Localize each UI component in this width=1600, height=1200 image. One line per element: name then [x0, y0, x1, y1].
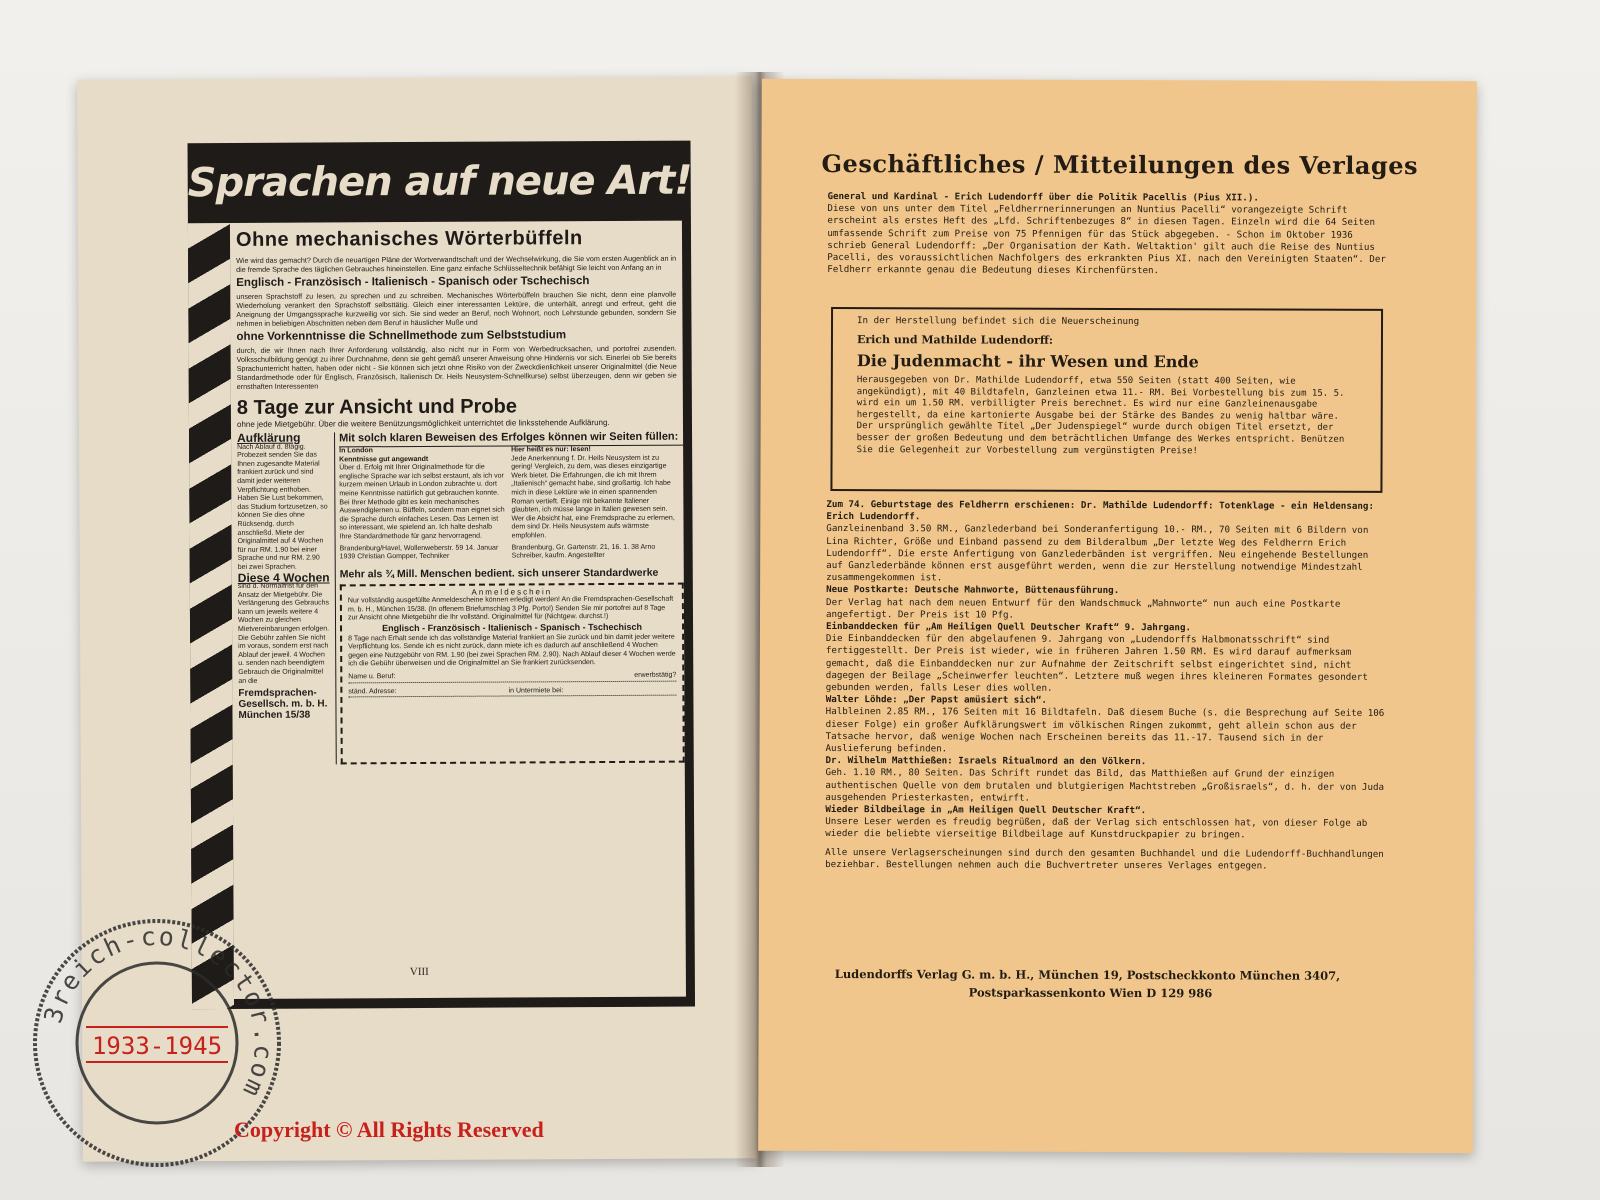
testimonial-1-text: Über d. Erfolg mit Ihrer Originalmethode für die englische Sprache war ich selbst erstaunt, als ich vor kurzem meinen Urlaub in London zubrachte u. dort meine Kenntnisse natürlich gut gebrauchen konnte. Bei Ihrer Methode gibt es kein mechanisches Auswendiglernen u. Büffeln, sondern man eignet sich die Sprache durch einfaches Lesen. Das Lernen ist so interessant, wie spielend an. Ich halte deshalb Ihre Standardmethode für ganz hervorragend. — [339, 463, 505, 541]
diagonal-stripe-border — [188, 223, 234, 1009]
testimonials — [339, 446, 684, 563]
notice-matthiessen-heading: Dr. Wilhelm Matthießen: Israels Ritualmord an den Völkern. — [825, 755, 1147, 768]
testimonial-2 — [511, 446, 684, 562]
notice-totenklage-heading: Zum 74. Geburtstage des Feldherrn erschienen: Dr. Mathilde Ludendorff: Totenklage - ein Heldensang: Erich Ludendorff. — [826, 498, 1375, 523]
registration-coupon — [340, 582, 685, 764]
notice-matthiessen-body: Geh. 1.10 RM., 80 Seiten. Das Schrift rundet das Bild, das Matthießen auf Grund der einzigen authentischen Quelle von dem brutalen und blutgierigen Machtstreben „Großisraels“, d. h. der von Juda ausgehenden Priesterkasten, entwirft. — [825, 767, 1385, 804]
notice-pacelli-body: Diese von uns unter dem Titel „Feldherrnerinnerungen an Nuntius Pacelli“ vorangezeigte Schrift erscheint als erstes Heft des „Lfd. Schriftenbezuges 8“ in diesen Tagen. Einzeln wird die 64 Seiten umfassende Schrift zum Preise von 75 Pfennigen für das Stück abgegeben. - Schon im Oktober 1936 schrieb General Ludendorff: „Der Organisation der Kath. Weltaktion' gilt auch die Reise des Nuntius Pacelli, des voraussichtlichen Nachfolgers des erkrankten Pius XI. nach den Vereinigten Staaten“. Der Feldherr erkannte genau die Bedeutung dieses Kirchenfürsten. — [827, 203, 1386, 277]
notice-availability: Alle unsere Verlagserscheinungen sind durch den gesamten Buchhandel und die Ludendorff-Buchhandlungen beziehbar. Bestellungen nehmen auch die Buchvertreter unseres Verlages entgegen. — [825, 846, 1384, 872]
coupon-field-sublet-label: in Untermiete bei: — [508, 687, 564, 695]
advert-intro: Wie wird das gemacht? Durch die neuartigen Pläne der Wortverwandtschaft und der Wechselwirkung, die Sie vom ersten Augenblick an in die fremde Sprache des täglichen Gebrauches hineinstellen. Eine ganz einfache Schlüsseltechnik befähigt Sie leicht von Anfang an in — [236, 253, 677, 274]
coupon-field-employed-label: erwerbstätig? — [634, 672, 677, 680]
advert-body-2: durch, die wir Ihnen nach Ihrer Anforderung vollständig, also nicht nur in Form von Werbedrucksachen, und portofrei zusenden. Volksschulbildung genügt zu ihrer Durchnahme, denn sie geht gemäß unserer Anweisung ohne Hindernis vor sich. Einerlei ob Sie bereits Sprachunterricht hatten, haben oder nicht - Sie können sich jetzt ohne Risiko von der Zweckdienlichkeit unserer Originalmittel (die Neue Standardmethode oder für Englisch, Französisch, Italienisch Dr. Heils Neusystem-Schnellkurse) selbst überzeugen, denn wir geben sie ernsthaften Interessenten — [236, 343, 677, 391]
notice-pacelli — [827, 191, 1387, 278]
testimonials-heading: Mit solch klaren Beweisen des Erfolges können wir Seiten füllen: — [339, 431, 683, 448]
coupon-field-address-label: ständ. Adresse: — [348, 687, 397, 696]
coupon-field-name — [348, 672, 676, 683]
publisher-name: Fremdsprachen-Gesellsch. m. b. H. München 15/38 — [238, 687, 328, 722]
notice-papst-heading: Walter Löhde: „Der Papst amüsiert sich“. — [825, 694, 1047, 707]
testimonials-column — [334, 431, 685, 765]
notice-postcard-heading: Neue Postkarte: Deutsche Mahnworte, Büttenausführung. — [826, 584, 1120, 597]
publisher-footer-line-1: Ludendorffs Verlag G. m. b. H., München 19, Postscheckkonto München 3407, — [834, 967, 1341, 983]
notice-bildbeilage-body: Unsere Leser werden es freudig begrüßen, daß der Verlag sich entschlossen hat, von dieser Folge ab wieder die beliebte vierseitige Bildbeilage auf Kunstdruckpapier zu bringen. — [825, 816, 1368, 841]
page-number: VIII — [409, 965, 429, 979]
aufklaerung-body: Nach Ablauf d. 8tägig. Probezeit senden Sie das Ihnen zugesandte Material frankiert zurück und sind damit jeder weiteren Verpflichtung enthoben. Haben Sie Lust bekommen, das Studium fortzusetzen, so können Sie dies ohne Rücksendg. durch anschließd. Miete der Originalmittel auf 4 Wochen für nur RM. 1.90 bei einer Sprache und nur RM. 2.90 bei zwei Sprachen. — [237, 443, 328, 571]
coupon-title: Anmeldeschein — [471, 587, 553, 597]
testimonial-1-signature: Brandenburg/Havel, Wollenweberstr. 59 14. Januar 1939 Christian Gompper, Techniker — [339, 544, 499, 561]
language-course-advert — [188, 141, 696, 1010]
testimonial-2-label: Hier heißt es nur: lesen! — [511, 446, 591, 454]
aufklaerung-title: Aufklärung — [237, 430, 301, 445]
testimonial-2-text: Jede Anerkennung f. Dr. Heils Neusystem ist zu gering! Vergleich, zu dem, was dieses einzigartige Werk bietet. Die Erfahrungen, die ich mit Ihrem „Italienisch“ gemacht habe, sind großartig. Ich habe mich in diese Lektüre wie in einen spannenden Roman vertieft. Einige mit bekannte Italiener glaubten, ich müsse lange in Italien gewesen sein. Wer die Absicht hat, eine Fremdsprache zu erlernen, dem sind Dr. Heils Neusystem aufs wärmste empfohlen. — [511, 454, 675, 540]
stamp-ring-text: 3reich-collector.com — [38, 921, 279, 1103]
new-release-body: Herausgegeben von Dr. Mathilde Ludendorff, etwa 550 Seiten (statt 400 Seiten, wie angekündigt), mit 40 Bildtafeln, Ganzleinen etwa 11.- RM. Bei Vorbestellung bis zum 15. 5. wird ein um 1.50 RM. verbilligter Preis berechnet. Es wird nur eine Ganzleinenausgabe hergestellt, da eine kartonierte Ausgabe bei der Stärke des Bandes zu wenig haltbar wäre. Der ursprünglich gewählte Titel „Der Judenspiegel“ wurde durch obigen Titel ersetzt, der besser der großen Bedeutung und dem beträchtlichen Umfange des Werkes entspricht. Benützen Sie die Gelegenheit zur Vorbestellung zum vergünstigten Preise! — [856, 375, 1345, 456]
new-release-authors: Erich und Mathilde Ludendorff: — [856, 333, 1053, 347]
advert-sub-3: ohne jede Mietgebühr. Über die weitere Benützungsmöglichkeit unterrichtet die linksstehende Aufklärung. — [236, 417, 610, 429]
notice-bildbeilage-heading: Wieder Bildbeilage in „Am Heiligen Quell Deutscher Kraft“. — [825, 804, 1147, 817]
publisher-footer-line-2: Postsparkassenkonto Wien D 129 986 — [968, 985, 1213, 1001]
stamp-years: 1933-1945 — [91, 1032, 223, 1060]
testimonial-2-signature: Brandenburg, Gr. Gartenstr. 21, 16. 1. 38 Arno Schreiber, kaufm. Angestellter — [511, 543, 656, 560]
testimonial-1-label: Kenntnisse gut angewandt — [339, 455, 429, 464]
notice-pacelli-heading: General und Kardinal - Erich Ludendorff über die Politik Pacellis (Pius XII.). — [827, 190, 1259, 204]
advert-columns — [231, 427, 685, 765]
notice-postcard-body: Der Verlag hat nach dem neuen Entwurf für den Wandschmuck „Mahnworte“ nun auch eine Postkarte angefertigt. Der Preis ist 10 Pfg. — [825, 596, 1341, 621]
right-page-title: Geschäftliches / Mitteilungen des Verlages — [821, 148, 1419, 181]
notice-covers-body: Die Einbanddecken für den abgelaufenen 9. Jahrgang von „Ludendorffs Halbmonatsschrift“ sind fertiggestellt. Der Preis ist wieder, wie in früheren Jahren 1.50 RM. Es wird darauf aufmerksam gemacht, daß die Einbanddecken nur zur Aufnahme der Zeitschrift selbst eingerichtet sind, nicht dagegen der Beilage „Scheinwerfer leuchten“. Letztere muß wegen ihres kleineren Formates gesondert gebunden werden, falls Leser dies wollen. — [825, 633, 1368, 694]
wochen-body: sind d. Normalfrist für den Ansatz der Mietgebühr. Die Verlängerung des Gebrauchs kann um jeweils weitere 4 Wochen zu gleichen Mietvereinbarungen erfolgen. Die Gebühr zahlen Sie nicht im voraus, sondern erst nach Ablauf der jeweil. 4 Wochen u. senden nach beendigtem Gebrauch die Originalmittel an die — [237, 582, 330, 685]
wochen-title: Diese 4 Wochen — [237, 569, 330, 585]
advert-headline: Sprachen auf neue Art! — [187, 157, 692, 207]
coupon-field-address — [348, 686, 676, 697]
coupon-text: 8 Tage nach Erhalt sende ich das vollständige Material frankiert an Sie zurück und bin damit jeder weitere Verpflichtung los. Sende ich es nicht zurück, dann miete ich es dadurch auf anschließend 4 Wochen gegen eine Nutzgebühr von RM. 1.90 (bei zwei Sprachen RM. 2.90). Nach Ablauf dieser 4 Wochen werde ich die Gebühr überweisen und die Originalmittel an Sie frankiert zurücksenden. — [348, 633, 676, 668]
coupon-field-name-label: Name u. Beruf: — [348, 673, 396, 681]
testimonial-1-place: In London — [339, 447, 373, 455]
advert-languages: Englisch - Französisch - Italienisch - Spanisch oder Tschechisch — [236, 275, 590, 289]
advert-side-column — [237, 432, 336, 764]
advert-heading-2: ohne Vorkenntnisse die Schnellmethode zum Selbststudium — [236, 329, 567, 343]
users-count-banner: Mehr als ¾ Mill. Menschen bedient. sich unserer Standardwerke — [339, 566, 659, 581]
notice-totenklage-body: Ganzleinenband 3.50 RM., Ganzlederband bei Sonderanfertigung 10.- RM., 70 Seiten mit 6 Bildern von Lina Richter, Größe und Einband passend zu dem Bilderalbum „Der letzte Weg des Feldherrn Erich Ludendorff“. Die erste Anfertigung von Ganzlederbänden ist vergriffen. Neu eingehende Bestellungen auf Ganzlederbände können erst ausgeführt werden, wenn die zur Herstellung notwendige Mindestzahl zusammengekommen ist. — [826, 523, 1369, 584]
coupon-languages: Englisch - Französisch - Italienisch - Spanisch - Tschechisch — [382, 622, 643, 634]
advert-heading-3: 8 Tage zur Ansicht und Probe — [236, 395, 517, 419]
advert-body-1: unseren Sprachstoff zu lesen, zu sprechen und zu schreiben. Mechanisches Wörterbüffeln brauchen Sie nicht, denn eine planvolle Wiederholung verankert den Sprachstoff selbsttätig. Gleich einer interessanten Lektüre, die unterhält, anregt und erfreut, geht die Aneignung der Umgangssprache kurzweilig vor sich. Sie sind weder an Beruf, noch Wohnort, noch Lehrstunde gebunden, sondern Sie nehmen in beliebigen Abschnitten neben dem Beruf in häuslicher Muße und — [236, 289, 677, 328]
new-release-box — [830, 307, 1383, 493]
notice-list — [825, 499, 1386, 873]
right-page — [758, 79, 1477, 1153]
advert-heading-1: Ohne mechanisches Wörterbüffeln — [235, 227, 583, 251]
advert-body — [230, 221, 686, 999]
new-release-title: Die Judenmacht - ihr Wesen und Ende — [856, 351, 1199, 372]
notice-papst-body: Halbleinen 2.85 RM., 176 Seiten mit 16 Bildtafeln. Daß diesem Buche (s. die Besprechung auf Seite 106 dieser Folge) ein großer Aufklärungswert im völkischen Ringen zukommt, geht allein schon aus der Tatsache hervor, daß wenige Wochen nach Erscheinen bereits das 11.-17. Tausend sich in der Auslieferung befinden. — [825, 706, 1385, 755]
copyright-watermark: Copyright © All Rights Reserved — [234, 1117, 544, 1142]
notice-covers-heading: Einbanddecken für „Am Heiligen Quell Deutscher Kraft“ 9. Jahrgang. — [825, 621, 1192, 634]
testimonial-1 — [339, 447, 512, 563]
coupon-intro: Nur vollständig ausgefüllte Anmeldescheine können erledigt werden! An die Fremdsprachen-Gesellschaft m. b. H., München 15/38. (In offenem Briefumschlag 3 Pfg. Porto!) Senden Sie mir portofrei auf 8 Tage zur Ansicht ohne Mietgebühr die Ihr vollständ. Originalmittel für (Nichtgew. durchst.!) — [347, 595, 674, 622]
new-release-intro: In der Herstellung befindet sich die Neuerscheinung — [857, 315, 1140, 328]
